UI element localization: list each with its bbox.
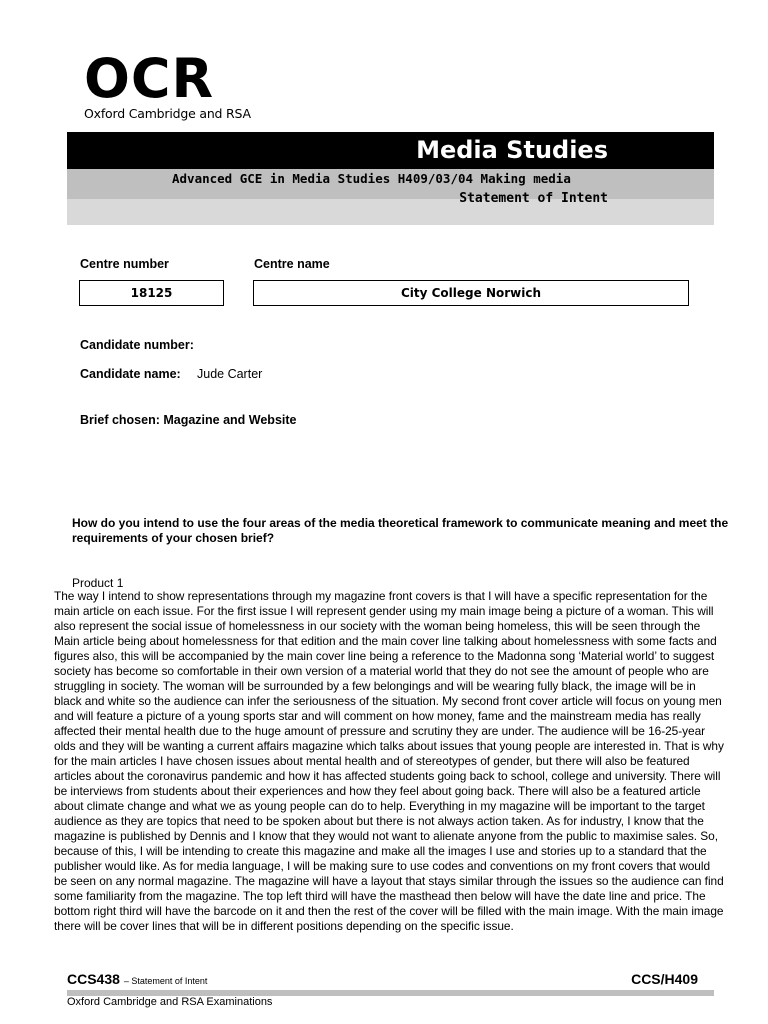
brief-chosen: Brief chosen: Magazine and Website (80, 413, 297, 427)
footer-organisation: Oxford Cambridge and RSA Examinations (67, 996, 273, 1008)
ocr-logo (84, 47, 264, 121)
centre-name-field[interactable]: City College Norwich (253, 280, 689, 306)
header-band-black (67, 132, 714, 169)
footer-code-desc: – Statement of Intent (123, 976, 208, 986)
statement-body: The way I intend to show representations through my magazine front covers is that I will have a specific representation for the main article on each issue. For the first issue I will represent gender using my main image being a picture of a woman. This will also represent the social issue of homelessness in our society with the woman being homeless, this will be seen through the Main article being about homelessness for that edition and the main cover line talking about homelessness with some facts and figures also, this will be accompanied by the main cover line being a reference to the Madonna song ‘Material world’ to suggest society has become so comfortable in their own version of a material world that they do not see the amount of people who are struggling in society. The woman will be surrounded by a few belongings and will be wearing fully black, the image will be in black and white so the audience can infer the seriousness of the situation. My second front cover article will focus on young men and will feature a picture of a young sports star and will comment on how money, fame and the mainstream media has really affected their mental health due to the huge amount of pressure and scrutiny they are under. The audience will be 16-25-year olds and they will be wanting a current affairs magazine which talks about issues that young people are interested in. That is why for the main articles I have chosen issues about mental health and of stereotypes of gender, but there will also be featured articles about the coronavirus pandemic and how it has affected students going back to school, college and university. There will be interviews from students about their experiences and how they feel about going back. There will also be a featured article about climate change and what we as young people can do to help. Everything in my magazine will be important to the target audience as they are topics that need to be spoken about but there is not always action taken. As for industry, I know that the magazine is published by Dennis and I know that they would not want to alienate anyone from the public to maximise sales. So, because of this, I will be intending to create this magazine and make all the images I use and stories up to a standard that the publisher would like. As for media language, I will be making sure to use codes and conventions on my front covers that would be seen on any normal magazine. The magazine will have a layout that stays similar through the issues so the audience can find some familiarity from the magazine. The top left third will have the masthead then below will have the date line and price. The bottom right third will have the barcode on it and then the rest of the cover will be filled with the main image. With the main image there will be cover lines that will be in different positions depending on the specific issue. (54, 589, 724, 933)
candidate-name-value: Jude Carter (197, 367, 263, 381)
logo-mark: OCR (84, 47, 215, 110)
page-title: Media Studies (416, 136, 608, 164)
candidate-name-label: Candidate name: (80, 367, 181, 381)
centre-number-label: Centre number (80, 257, 169, 271)
centre-name-label: Centre name (254, 257, 330, 271)
centre-number-field[interactable]: 18125 (79, 280, 224, 306)
product-heading: Product 1 (72, 576, 124, 590)
footer-reference: CCS/H409 (631, 971, 698, 987)
candidate-number-label: Candidate number: (80, 338, 194, 352)
form-title: Statement of Intent (459, 191, 608, 206)
footer-code-number: CCS438 (67, 971, 120, 987)
footer-code (67, 971, 207, 987)
qualification-subtitle: Advanced GCE in Media Studies H409/03/04 Making media (172, 171, 571, 186)
logo-org-name: Oxford Cambridge and RSA (84, 106, 251, 121)
question-prompt: How do you intend to use the four areas of the media theoretical framework to communicate meaning and meet the requirements of your chosen brief? (72, 516, 729, 545)
